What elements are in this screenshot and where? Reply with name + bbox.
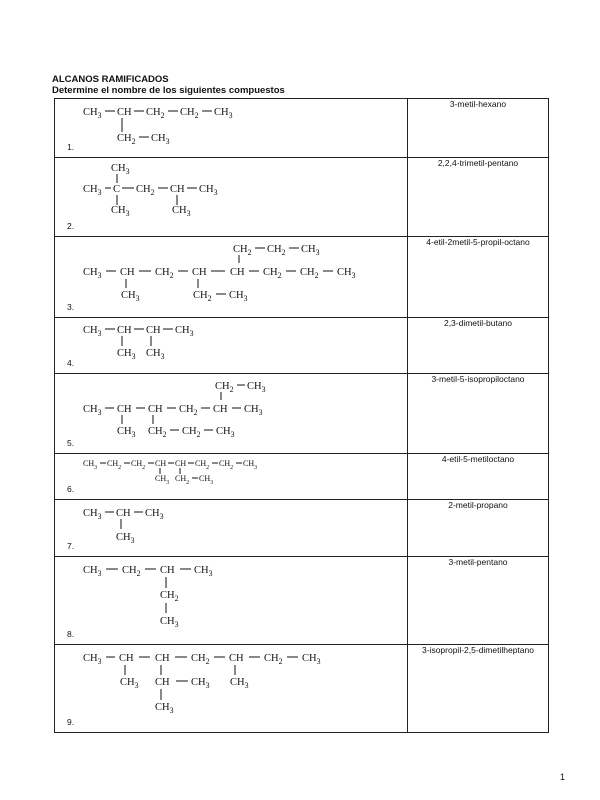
formula-group: $CH_3$	[120, 677, 139, 690]
item-number: 6.	[67, 484, 75, 494]
formula-group: $CH_3$	[111, 205, 130, 218]
formula-group: $CH_2$	[191, 653, 210, 666]
formula-group: CH	[160, 565, 175, 576]
formula-group: $CH_3$	[199, 184, 218, 197]
formula-group: $CH_3$	[175, 325, 194, 338]
formula-group: CH	[192, 267, 207, 278]
formula-group: $CH_2$	[136, 184, 155, 197]
formula-group: $CH_2$	[300, 267, 319, 280]
item-number: 2.	[67, 221, 75, 231]
formula-group: $CH_3$	[194, 565, 213, 578]
formula-group: $CH_2$	[215, 381, 234, 394]
answer-cell-9: 3-isopropil-2,5-dimetilheptano	[408, 645, 549, 733]
structure-cell-3	[55, 237, 408, 318]
structure-cell-8	[55, 557, 408, 645]
table-row	[55, 374, 549, 454]
formula-group: $CH_3$	[191, 677, 210, 690]
formula-group: $CH_3$	[145, 508, 164, 521]
formula-group: CH	[117, 325, 132, 336]
formula-group: $CH_2$	[175, 474, 190, 486]
item-number: 9.	[67, 717, 75, 727]
formula-group: $CH_3$	[121, 290, 140, 303]
formula-group: $CH_3$	[230, 677, 249, 690]
formula-group: $CH_3$	[216, 426, 235, 439]
answer-cell-6: 4-etil-5-metiloctano	[408, 454, 549, 500]
formula-group: CH	[117, 404, 132, 415]
structural-formula-6	[55, 454, 407, 500]
formula-group: $CH_2$	[179, 404, 198, 417]
formula-group: $CH_3$	[83, 325, 102, 338]
formula-group: $CH_3$	[117, 348, 136, 361]
formula-group: CH	[116, 508, 131, 519]
item-number: 1.	[67, 142, 75, 152]
page-number: 1	[560, 772, 566, 782]
answer-cell-1: 3-metil-hexano	[408, 99, 549, 158]
formula-group: $CH_2$	[182, 426, 201, 439]
formula-group: $CH_3$	[337, 267, 356, 280]
answer-cell-5: 3-metil-5-isopropiloctano	[408, 374, 549, 454]
formula-group: CH	[213, 404, 228, 415]
formula-group: $CH_2$	[146, 107, 165, 120]
formula-group: $CH_3$	[116, 532, 135, 545]
answer-cell-4: 2,3-dimetil-butano	[408, 318, 549, 374]
item-number: 7.	[67, 541, 75, 551]
table-row	[55, 99, 549, 158]
item-number: 4.	[67, 358, 75, 368]
formula-group: $CH_3$	[83, 459, 98, 471]
formula-group: $CH_3$	[111, 163, 130, 176]
formula-group: CH	[120, 267, 135, 278]
structure-cell-2	[55, 158, 408, 237]
formula-group: $CH_2$	[160, 590, 179, 603]
formula-group: CH	[170, 184, 185, 195]
formula-group: $CH_2$	[131, 459, 146, 471]
formula-group: $CH_3$	[83, 404, 102, 417]
formula-group: $CH_2$	[195, 459, 210, 471]
formula-group: $CH_3$	[214, 107, 233, 120]
formula-group: $CH_3$	[172, 205, 191, 218]
answer-cell-8: 3-metil-pentano	[408, 557, 549, 645]
table-row	[55, 557, 549, 645]
table-row	[55, 645, 549, 733]
table-row	[55, 318, 549, 374]
formula-group: CH	[230, 267, 245, 278]
table-row	[55, 500, 549, 557]
structural-formula-3	[55, 237, 407, 318]
formula-group: CH	[229, 653, 244, 664]
formula-group: $CH_2$	[180, 107, 199, 120]
table-row	[55, 237, 549, 318]
formula-group: $CH_2$	[122, 565, 141, 578]
formula-group: CH	[117, 107, 132, 118]
formula-group: CH	[119, 653, 134, 664]
formula-group: $CH_3$	[247, 381, 266, 394]
structural-formula-1	[55, 99, 407, 158]
formula-group: $CH_3$	[244, 404, 263, 417]
structure-cell-1	[55, 99, 408, 158]
formula-group: $CH_3$	[229, 290, 248, 303]
structural-formula-4	[55, 318, 407, 374]
formula-group: C	[113, 184, 121, 195]
formula-group: $CH_3$	[302, 653, 321, 666]
formula-group: $CH_3$	[243, 459, 258, 471]
formula-group: $CH_3$	[83, 184, 102, 197]
structural-formula-8	[55, 557, 407, 645]
formula-group: CH	[146, 325, 161, 336]
structural-formula-9	[55, 645, 407, 733]
formula-group: CH	[155, 459, 167, 468]
structure-cell-5	[55, 374, 408, 454]
formula-group: CH	[148, 404, 163, 415]
structure-cell-4	[55, 318, 408, 374]
formula-group: $CH_3$	[160, 616, 179, 629]
formula-group: $CH_2$	[193, 290, 212, 303]
formula-group: $CH_2$	[148, 426, 167, 439]
formula-group: $CH_3$	[155, 474, 170, 486]
page-subtitle: Determine el nombre de los siguientes compuestos	[52, 85, 285, 96]
table-row	[55, 158, 549, 237]
formula-group: $CH_3$	[301, 244, 320, 257]
structural-formula-7	[55, 500, 407, 557]
item-number: 8.	[67, 629, 75, 639]
formula-group: $CH_3$	[155, 702, 174, 715]
structure-cell-7	[55, 500, 408, 557]
answer-cell-7: 2-metil-propano	[408, 500, 549, 557]
formula-group: $CH_3$	[83, 267, 102, 280]
formula-group: $CH_2$	[233, 244, 252, 257]
formula-group: $CH_3$	[83, 565, 102, 578]
formula-group: $CH_3$	[83, 508, 102, 521]
answer-cell-2: 2,2,4-trimetil-pentano	[408, 158, 549, 237]
formula-group: $CH_2$	[219, 459, 234, 471]
table-row	[55, 454, 549, 500]
formula-group: $CH_3$	[151, 133, 170, 146]
formula-group: $CH_2$	[263, 267, 282, 280]
formula-group: $CH_3$	[117, 426, 136, 439]
formula-group: $CH_2$	[117, 133, 136, 146]
formula-group: $CH_3$	[146, 348, 165, 361]
answer-cell-3: 4-etil-2metil-5-propil-octano	[408, 237, 549, 318]
formula-group: $CH_3$	[83, 107, 102, 120]
formula-group: CH	[155, 677, 170, 688]
item-number: 5.	[67, 438, 75, 448]
page-title: ALCANOS RAMIFICADOS	[52, 74, 169, 85]
compounds-table	[54, 98, 549, 733]
formula-group: $CH_2$	[107, 459, 122, 471]
formula-group: $CH_2$	[267, 244, 286, 257]
structural-formula-5	[55, 374, 407, 454]
formula-group: $CH_3$	[199, 474, 214, 486]
structure-cell-9	[55, 645, 408, 733]
formula-group: $CH_3$	[83, 653, 102, 666]
formula-group: $CH_2$	[264, 653, 283, 666]
structural-formula-2	[55, 158, 407, 237]
item-number: 3.	[67, 302, 75, 312]
formula-group: CH	[155, 653, 170, 664]
formula-group: CH	[175, 459, 187, 468]
structure-cell-6	[55, 454, 408, 500]
formula-group: $CH_2$	[155, 267, 174, 280]
